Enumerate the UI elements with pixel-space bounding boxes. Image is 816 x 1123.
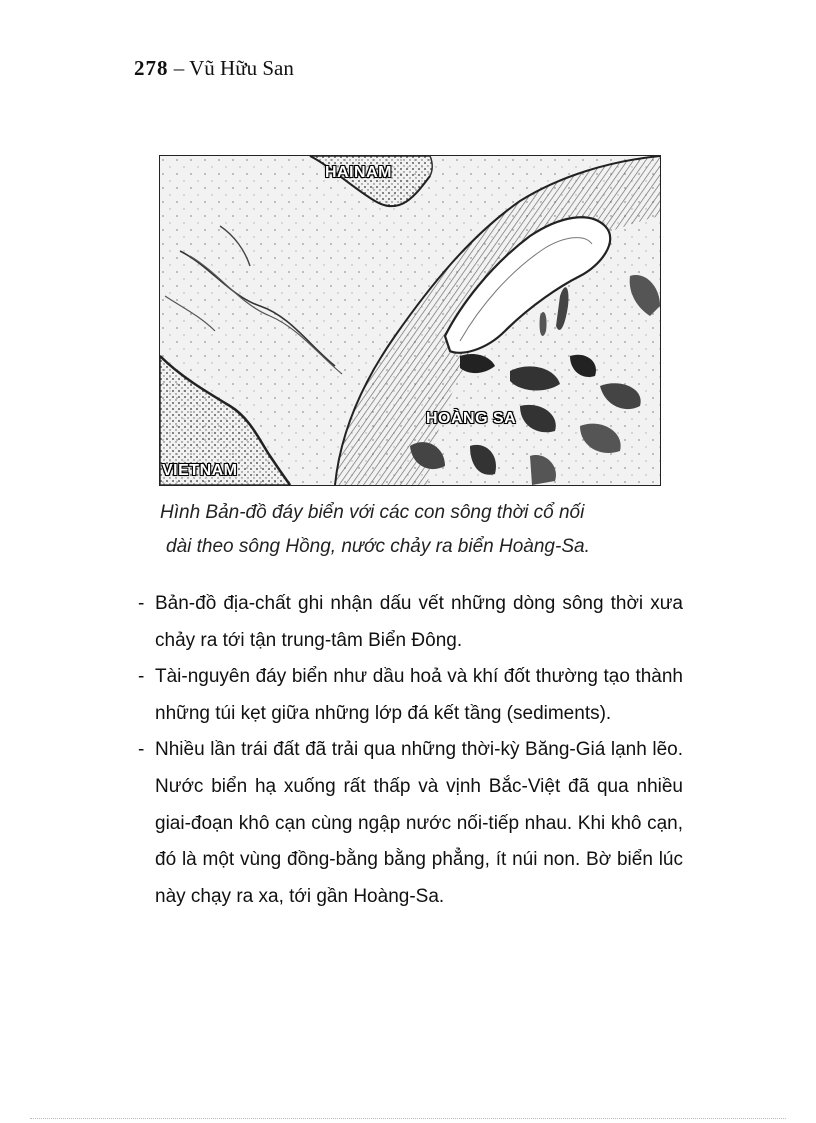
author-name: Vũ Hữu San (189, 56, 294, 80)
page-bottom-rule (30, 1118, 786, 1119)
bullet-dash: - (138, 593, 145, 614)
bullet-text: Bản-đồ địa-chất ghi nhận dấu vết những dòng sông thời xưa chảy ra tới tận trung-tâm Biển Đông. (155, 593, 683, 651)
bullet-dash: - (138, 666, 145, 688)
map-label-hainam: HAINAM (325, 164, 392, 181)
map-label-hoang-sa: HOÀNG SA (426, 410, 517, 427)
bullet-text: Nhiều lần trái đất đã trải qua những thời-kỳ Băng-Giá lạnh lẽo. Nước biển hạ xuống rất thấp và vịnh Bắc-Việt đã qua nhiều giai-đoạn khô cạn cùng ngập nước nối-tiếp nhau. Khi khô cạn, đó là một vùng đồng-bằng bằng phẳng, ít núi non. Bờ biển lúc này chạy ra xa, tới gần Hoàng-Sa. (155, 739, 683, 907)
header-separator: – (168, 56, 190, 80)
bullet-item (138, 659, 683, 732)
bullet-item (138, 732, 683, 915)
bullet-list (138, 586, 683, 915)
figure-caption (160, 496, 680, 564)
bullet-item (138, 586, 683, 659)
seafloor-map-figure (159, 155, 661, 486)
page-header (134, 56, 294, 81)
page-number: 278 (134, 56, 169, 80)
bullet-dash: - (138, 739, 145, 761)
caption-line-2: dài theo sông Hồng, nước chảy ra biển Hoàng-Sa. (166, 536, 590, 557)
seafloor-map-image (160, 156, 660, 485)
map-label-vietnam: VIETNAM (162, 462, 238, 479)
bullet-text: Tài-nguyên đáy biển như dầu hoả và khí đốt thường tạo thành những túi kẹt giữa những lớp đá kết tầng (sediments). (155, 666, 683, 724)
caption-line-1: Hình Bản-đồ đáy biển với các con sông thời cổ nối (160, 502, 585, 523)
